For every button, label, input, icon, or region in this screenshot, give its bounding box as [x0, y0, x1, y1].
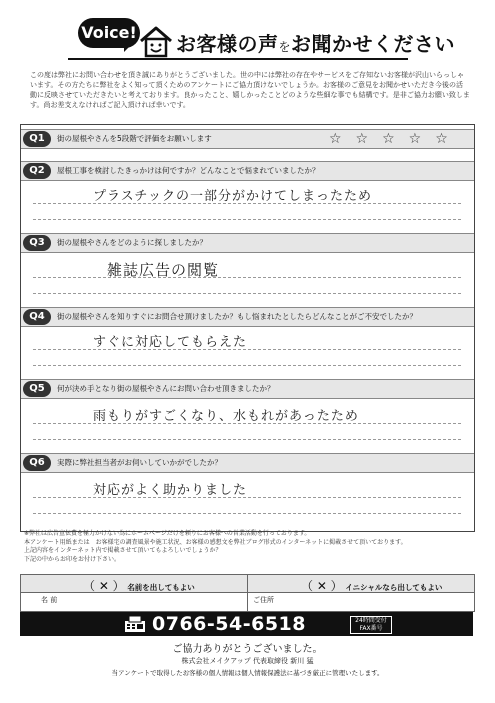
note-line: ※弊社は広告宣伝費を極力かけない為にホームページだけを頼りにお客様への営業活動を行っております。 [24, 530, 311, 537]
q6-text: 実際に弊社担当者がお伺いしていかがでしたか？ [57, 458, 222, 467]
initial-ok-label: イニシャルなら出してもよい [345, 583, 443, 592]
answer-line [33, 219, 461, 220]
privacy-notice: 当アンケートで取得したお客様の個人情報は個人情報保護法に基づき厳正に管理いたします。 [111, 669, 384, 677]
intro-text: この度は弊社にお問い合わせを頂き誠にありがとうございました。世の中には弊社の存在やサービスをご存知ないお客様が沢山いらっしゃいます。その方たちに弊社をよく知って頂くためのアンケートにご協力頂けないでしょうか。お客様のご意見をお聞かせいただき今後の活動に反映させていただきたいと考えております。良かったこと、嬉しかったことどのような些細な事でも結構です。是非ご協力お願い致します。尚お差支えなければご記入頂ければ幸いです。 [30, 71, 470, 109]
q3-answer: 雑誌広告の閲覧 [107, 261, 220, 279]
option-divider [247, 575, 248, 592]
q5-text: 何が決め手となり街の屋根やさんにお問い合わせ頂きましたか？ [57, 384, 275, 393]
question-q1 [21, 129, 474, 149]
q2-answer: プラスチックの一部分がかけてしまったため [93, 189, 372, 204]
voice-logo: Voice! [78, 18, 140, 48]
rating-stars[interactable]: ☆☆☆☆☆ [329, 131, 462, 147]
note-line: 上記内容をインターネット内で掲載させて頂いてもよろしいでしょうか？ [24, 547, 222, 554]
fax-number: 0766-54-6518 [152, 613, 306, 635]
q4-text: 街の屋根やさんを知りすぐにお問合せ頂けましたか？もし悩まれたとしたらどんなことがご不安でしたか？ [57, 312, 417, 321]
initial-ok-checkmark: （ ✕ ） [301, 579, 343, 593]
question-q4 [21, 307, 474, 327]
title-main: お客様の声 [176, 32, 279, 56]
fax-machine-icon [124, 615, 146, 633]
questionnaire-frame [20, 124, 475, 532]
name-field-label: 名 前 [41, 596, 58, 604]
q3-text: 街の屋根やさんをどのように探しましたか？ [57, 238, 207, 247]
question-q5 [21, 379, 474, 399]
title-end: お聞かせください [291, 32, 456, 56]
question-q3 [21, 233, 474, 253]
contact-fields [20, 591, 475, 612]
q2-badge: Q2 [23, 163, 51, 179]
address-field-label: ご住所 [253, 596, 274, 604]
fax-label: 24時間受付 FAX番号 [350, 616, 392, 634]
answer-line [33, 439, 461, 440]
publication-notes [24, 530, 474, 564]
name-ok-checkmark: （ ✕ ） [83, 579, 125, 593]
q5-badge: Q5 [23, 381, 51, 397]
q1-text: 街の屋根やさんを5段階で評価をお願いします [57, 134, 212, 143]
q4-badge: Q4 [23, 309, 51, 325]
field-divider [247, 591, 248, 611]
q2-text: 屋根工事を検討したきっかけは何ですか？どんなことで悩まれていましたか？ [57, 166, 320, 175]
name-ok-label: 名前を出してもよい [127, 583, 195, 592]
company-info: 株式会社メイクアップ 代表取締役 新川 猛 [181, 657, 314, 665]
question-q6 [21, 453, 474, 473]
fax-banner [20, 612, 473, 636]
page-title [176, 28, 455, 57]
answer-line [33, 277, 461, 278]
answer-line [33, 203, 461, 204]
question-q2 [21, 161, 474, 181]
answer-line [33, 365, 461, 366]
note-line: 下記の中からお印をお付け下さい。 [24, 555, 121, 563]
q5-answer: 雨もりがすごくなり、水もれがあったため [93, 409, 359, 424]
house-smile-icon [139, 26, 173, 58]
q6-badge: Q6 [23, 455, 51, 471]
header-rule [68, 58, 408, 60]
title-particle: を [278, 40, 292, 54]
answer-line [33, 513, 461, 514]
q1-badge: Q1 [23, 131, 51, 147]
answer-line [33, 423, 461, 424]
answer-line [33, 497, 461, 498]
q4-answer: すぐに対応してもらえた [93, 335, 248, 350]
q3-badge: Q3 [23, 235, 51, 251]
voice-bubble-tail [124, 42, 134, 52]
q6-answer: 対応がよく助かりました [93, 483, 248, 498]
answer-line [33, 293, 461, 294]
thanks-message: ご協力ありがとうございました。 [172, 644, 323, 655]
note-line: 本アンケート用紙または お客様宅の調査風景や施工状況、お客様の感想文を弊社ブログ形式のインターネットに掲載させて頂いております。 [24, 538, 407, 546]
answer-line [33, 349, 461, 350]
